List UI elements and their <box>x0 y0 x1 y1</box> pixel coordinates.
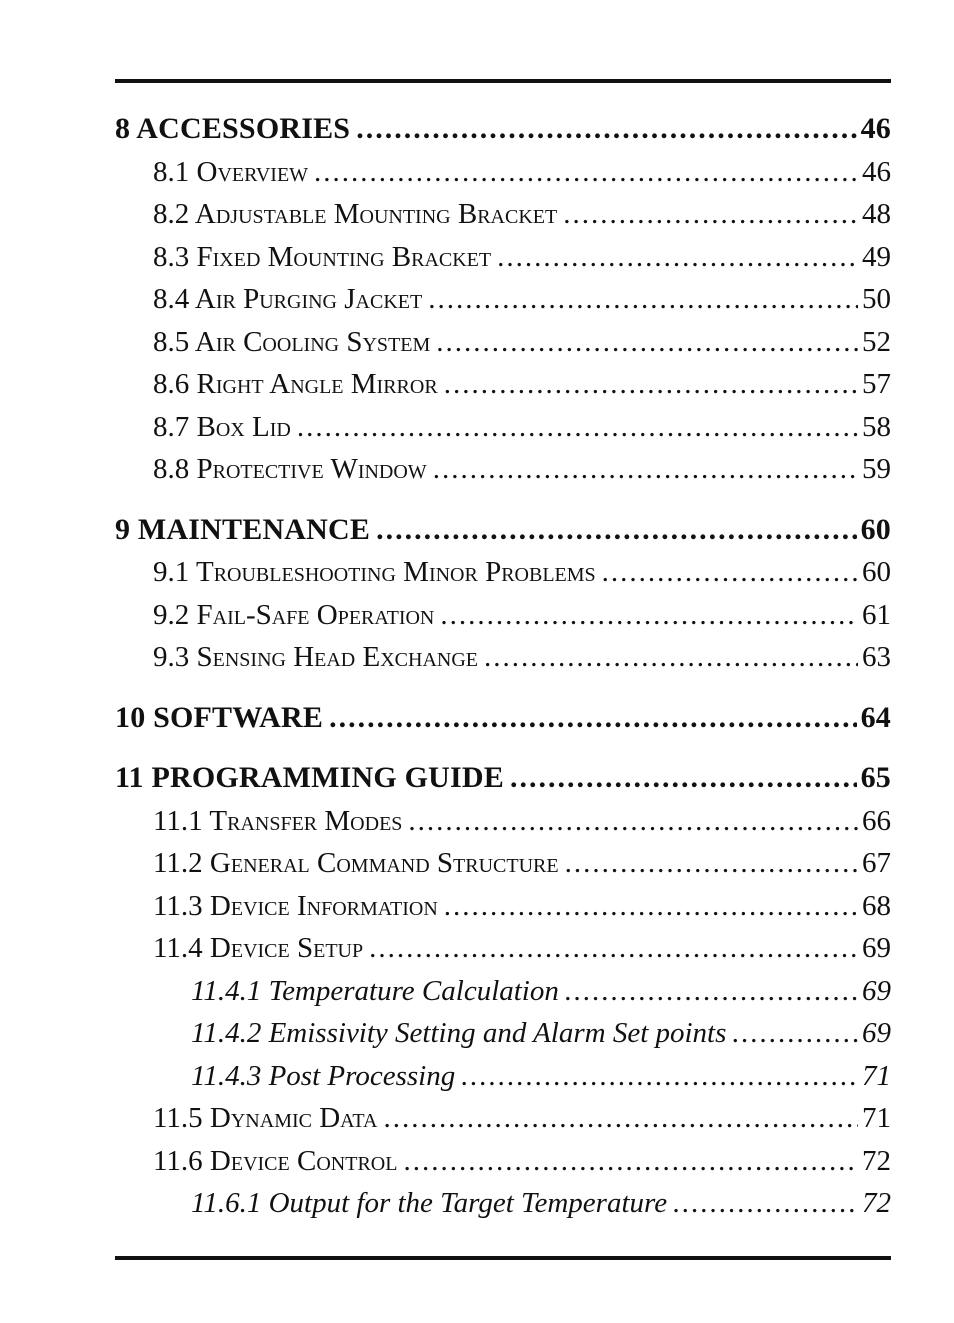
toc-entry-label: 9.3 Sensing Head Exchange <box>153 641 478 673</box>
toc-section-11-5[interactable] <box>115 1097 891 1140</box>
toc-entry-label: 8 ACCESSORIES <box>115 112 351 145</box>
dot-leader <box>563 193 858 236</box>
toc-entry-label: 9.1 Troubleshooting Minor Problems <box>153 556 596 588</box>
toc-page-number: 60 <box>862 556 891 588</box>
toc-entry-label: 11.1 Transfer Modes <box>153 804 403 837</box>
toc-section-8-1[interactable] <box>115 151 891 194</box>
toc-chapter-10[interactable] <box>115 697 891 740</box>
toc-subsection-11-4-1[interactable] <box>115 970 891 1013</box>
dot-leader <box>356 108 856 151</box>
toc-entry-label: 8.1 Overview <box>153 155 309 188</box>
toc-page-number: 52 <box>862 325 891 358</box>
toc-subsection-11-4-2[interactable] <box>115 1012 891 1055</box>
toc-chapter-9[interactable] <box>115 509 891 552</box>
toc-section-9-3[interactable] <box>115 636 891 679</box>
toc-chapter-8[interactable] <box>115 108 891 151</box>
toc-entry-label: 9.2 Fail-Safe Operation <box>153 598 435 631</box>
dot-leader <box>565 970 858 1013</box>
toc-page-number: 49 <box>862 240 891 273</box>
toc-section-8-3[interactable] <box>115 236 891 279</box>
toc-page-number: 64 <box>860 700 891 734</box>
dot-leader <box>428 278 858 321</box>
toc-entry-label: 8.5 Air Cooling System <box>153 325 431 358</box>
toc-page-number: 67 <box>862 847 891 879</box>
dot-leader <box>436 321 858 364</box>
dot-leader <box>383 1097 858 1140</box>
toc-entry-label: 10 SOFTWARE <box>115 700 324 734</box>
bottom-rule <box>115 1256 891 1260</box>
toc-section-8-6[interactable] <box>115 363 891 406</box>
dot-leader <box>497 236 858 279</box>
toc-page-number: 71 <box>862 1059 891 1092</box>
toc-section-8-2[interactable] <box>115 193 891 236</box>
dot-leader <box>314 151 858 194</box>
dot-leader <box>433 448 858 491</box>
toc-section-8-4[interactable] <box>115 278 891 321</box>
toc-entry-label: 8.2 Adjustable Mounting Bracket <box>153 198 558 230</box>
toc-section-9-2[interactable] <box>115 594 891 637</box>
toc-entry-label: 11.6 Device Control <box>153 1144 398 1177</box>
toc-section-9-1[interactable] <box>115 551 891 594</box>
toc-entry-label: 9 MAINTENANCE <box>115 512 371 546</box>
dot-leader <box>565 842 858 885</box>
dot-leader <box>329 697 857 740</box>
dot-leader <box>602 551 858 594</box>
toc-entry-label: 11.3 Device Information <box>153 889 438 922</box>
toc-section-11-4[interactable] <box>115 927 891 970</box>
top-rule <box>115 79 891 83</box>
toc-section-8-8[interactable] <box>115 448 891 491</box>
toc-entry-label: 11.6.1 Output for the Target Temperature <box>191 1187 668 1219</box>
toc-entry-label: 8.7 Box Lid <box>153 410 291 443</box>
toc-page-number: 71 <box>862 1102 891 1134</box>
dot-leader <box>444 363 858 406</box>
toc-entry-label: 11.4.2 Emissivity Setting and Alarm Set points <box>191 1017 727 1049</box>
toc-page-number: 63 <box>862 641 891 673</box>
toc-page-number: 68 <box>862 889 891 922</box>
dot-leader <box>376 509 856 552</box>
toc-page-number: 61 <box>862 598 891 631</box>
toc-entry-label: 8.6 Right Angle Mirror <box>153 368 438 400</box>
toc-page-number: 58 <box>862 410 891 443</box>
toc-entry-label: 11.2 General Command Structure <box>153 847 559 879</box>
toc-section-11-3[interactable] <box>115 885 891 928</box>
toc-chapter-11[interactable] <box>115 757 891 800</box>
toc-page-number: 46 <box>860 112 891 145</box>
dot-leader <box>297 406 858 449</box>
dot-leader <box>440 594 858 637</box>
toc-entry-label: 11 PROGRAMMING GUIDE <box>115 761 504 794</box>
toc-page-number: 46 <box>862 155 891 188</box>
toc-section-11-2[interactable] <box>115 842 891 885</box>
toc-entry-label: 8.8 Protective Window <box>153 453 427 485</box>
toc-page-number: 69 <box>862 932 891 964</box>
toc-page-number: 57 <box>862 368 891 400</box>
dot-leader <box>408 800 858 843</box>
toc-page-number: 60 <box>860 512 891 546</box>
toc-entry-label: 8.3 Fixed Mounting Bracket <box>153 240 492 273</box>
toc-entry-label: 11.4.1 Temperature Calculation <box>191 974 559 1007</box>
dot-leader <box>461 1055 858 1098</box>
toc-subsection-11-4-3[interactable] <box>115 1055 891 1098</box>
toc-page-number: 72 <box>862 1144 891 1177</box>
toc-page-number: 72 <box>862 1187 891 1219</box>
dot-leader <box>369 927 858 970</box>
toc-page-number: 50 <box>862 283 891 315</box>
dot-leader <box>510 757 857 800</box>
table-of-contents <box>115 108 891 1225</box>
toc-entry-label: 11.4.3 Post Processing <box>191 1059 456 1092</box>
toc-section-8-7[interactable] <box>115 406 891 449</box>
dot-leader <box>732 1012 858 1055</box>
toc-page-number: 65 <box>860 761 891 794</box>
toc-section-11-1[interactable] <box>115 800 891 843</box>
dot-leader <box>484 636 858 679</box>
toc-subsection-11-6-1[interactable] <box>115 1182 891 1225</box>
toc-section-11-6[interactable] <box>115 1140 891 1183</box>
toc-page-number: 59 <box>862 453 891 485</box>
dot-leader <box>403 1140 858 1183</box>
dot-leader <box>444 885 858 928</box>
toc-entry-label: 11.5 Dynamic Data <box>153 1102 378 1134</box>
toc-page-number: 69 <box>862 1017 891 1049</box>
toc-page-number: 69 <box>862 974 891 1007</box>
toc-section-8-5[interactable] <box>115 321 891 364</box>
dot-leader <box>673 1182 858 1225</box>
toc-page-number: 66 <box>862 804 891 837</box>
toc-entry-label: 8.4 Air Purging Jacket <box>153 283 423 315</box>
toc-page-number: 48 <box>862 198 891 230</box>
toc-entry-label: 11.4 Device Setup <box>153 932 364 964</box>
